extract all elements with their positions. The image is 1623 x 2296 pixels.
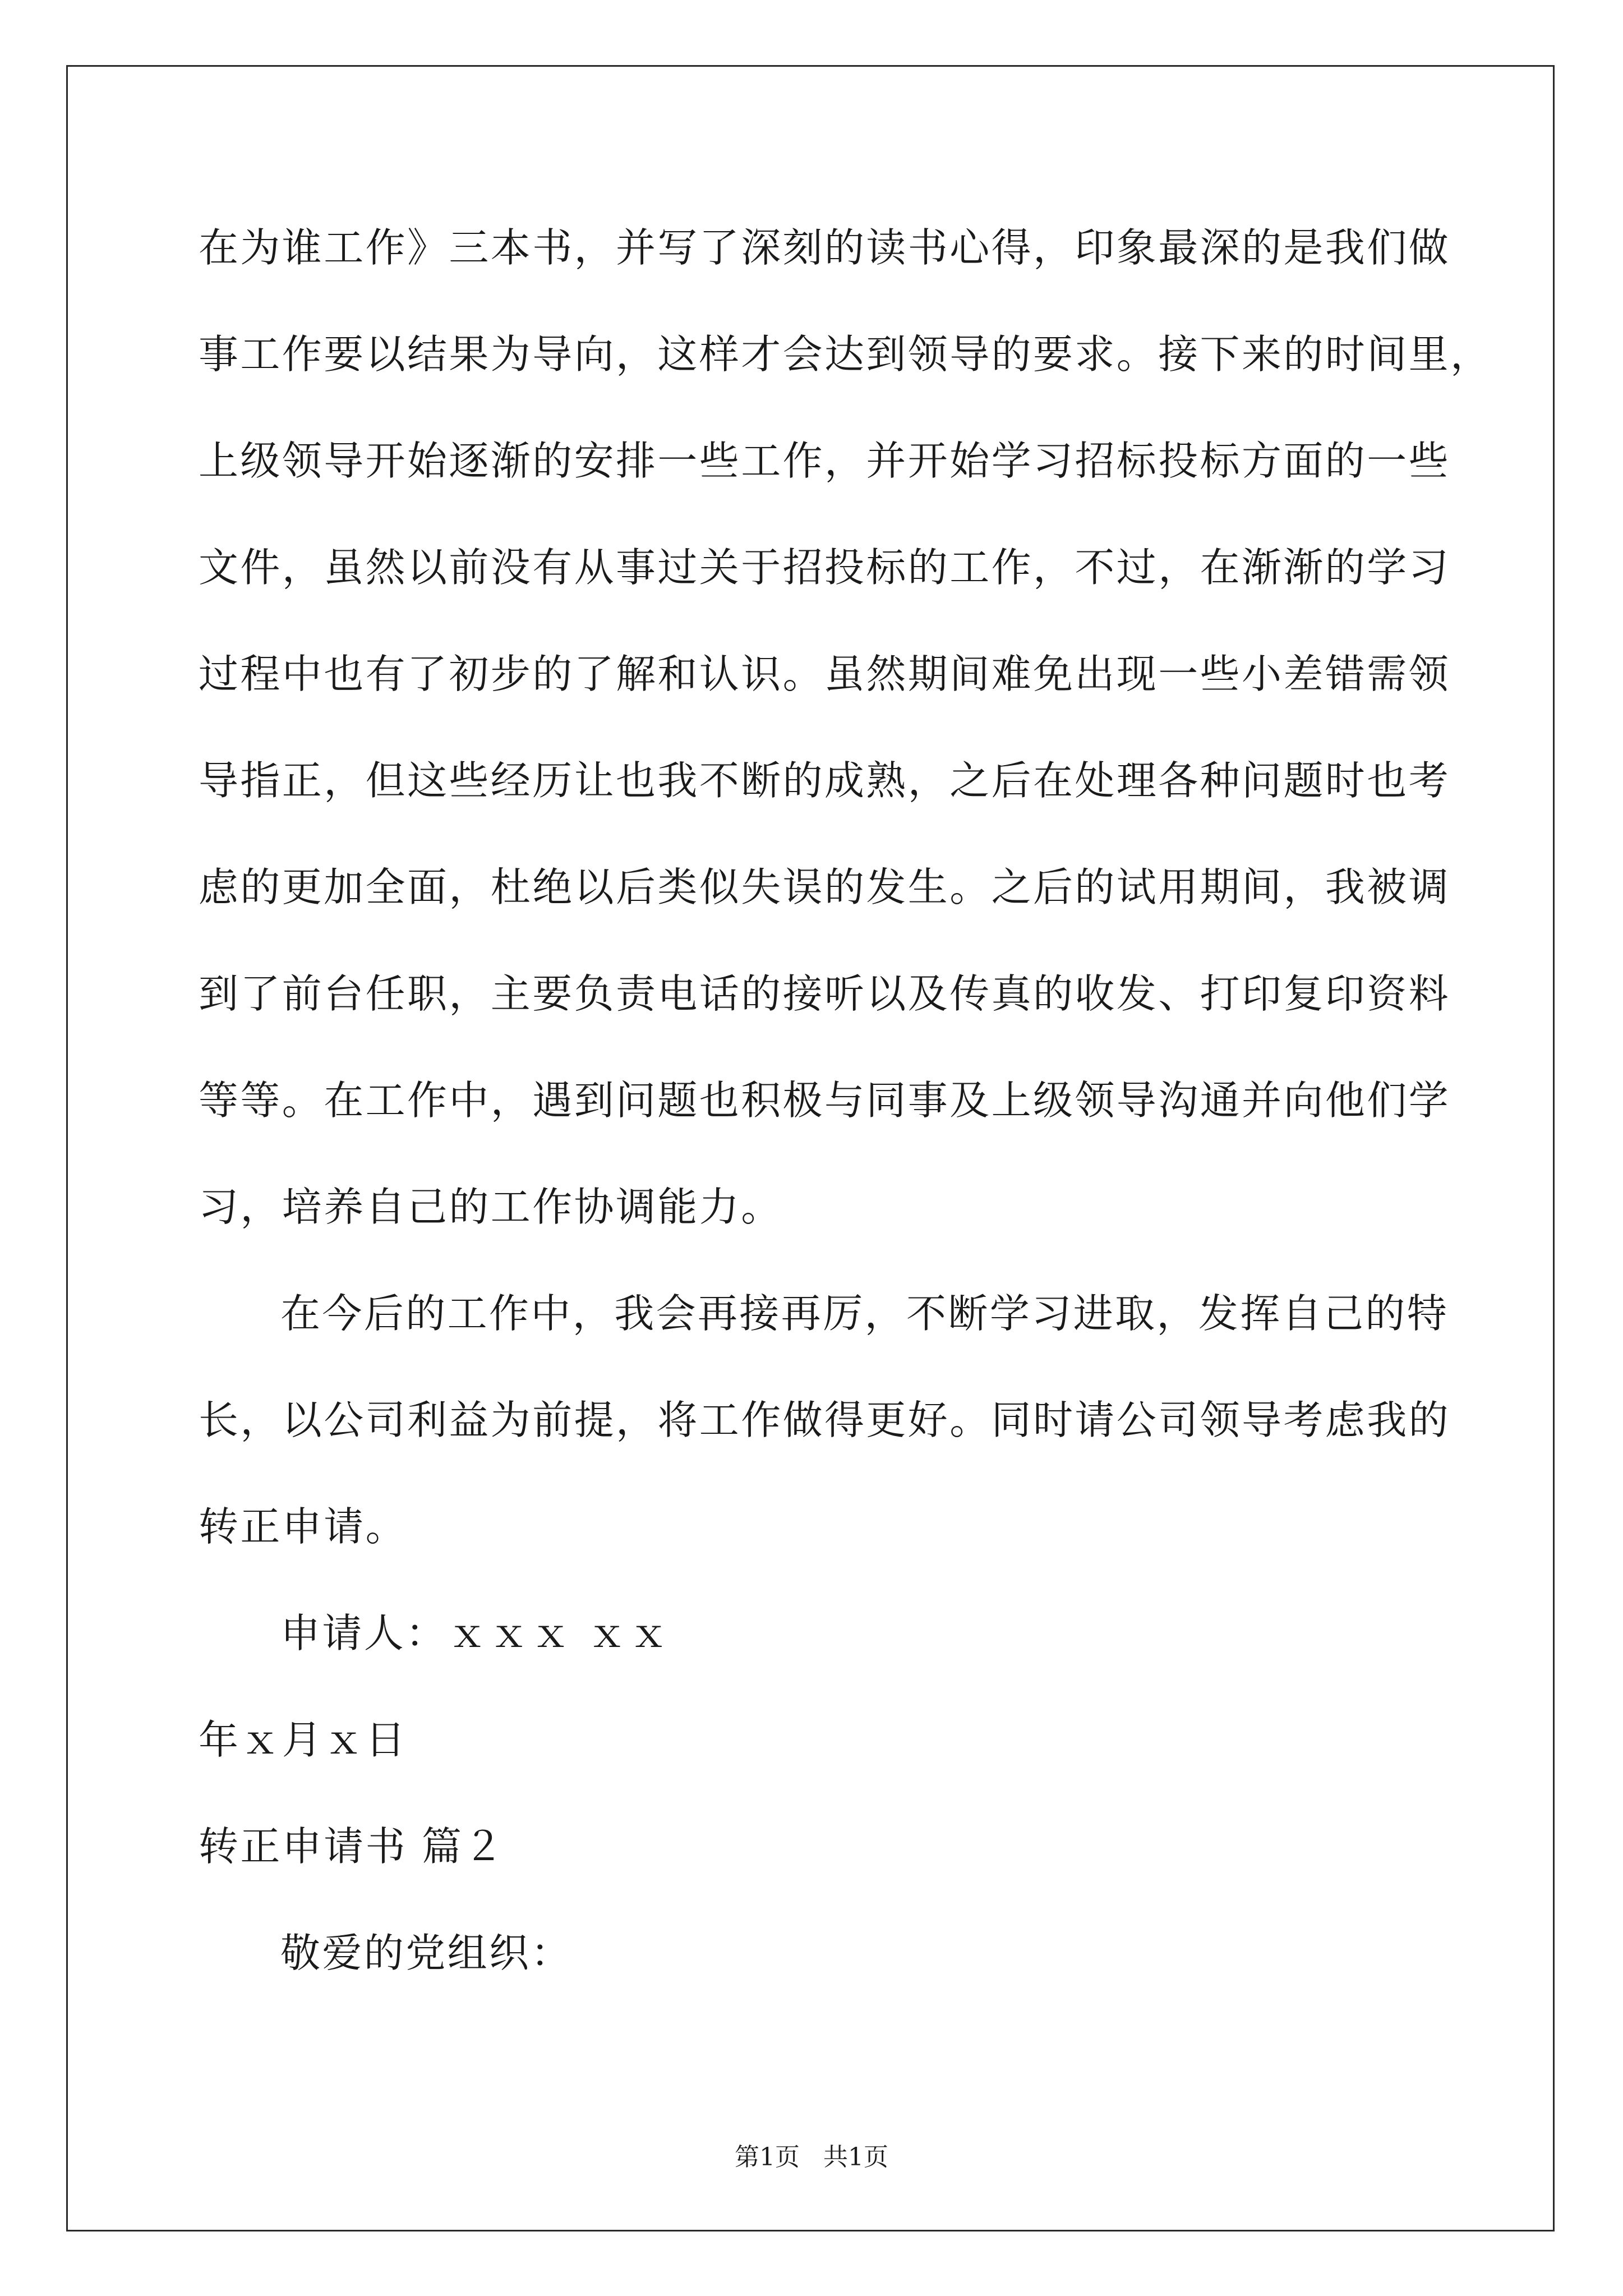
applicant-line: 申请人：ｘｘｘ ｘｘ — [280, 1610, 671, 1657]
page-footer: 第1页 共1页 — [735, 2143, 888, 2171]
body-line: 上级领导开始逐渐的安排一些工作，并开始学习招标投标方面的一些 — [199, 438, 1451, 484]
body-line: 长，以公司利益为前提，将工作做得更好。同时请公司领导考虑我的 — [199, 1397, 1451, 1443]
paragraph-first-line: 在今后的工作中，我会再接再厉，不断学习进取，发挥自己的特 — [280, 1290, 1449, 1337]
salutation: 敬爱的党组织： — [280, 1930, 573, 1976]
body-line: 文件，虽然以前没有从事过关于招投标的工作，不过，在渐渐的学习 — [199, 544, 1451, 591]
body-line: 导指正，但这些经历让也我不断的成熟，之后在处理各种问题时也考 — [199, 757, 1451, 804]
date-line: 年ｘ月ｘ日 — [199, 1717, 408, 1763]
body-line: 习，培养自己的工作协调能力。 — [199, 1184, 783, 1230]
body-line: 转正申请。 — [199, 1503, 408, 1550]
body-line: 等等。在工作中，遇到问题也积极与同事及上级领导沟通并向他们学 — [199, 1077, 1451, 1124]
body-line: 到了前台任职，主要负责电话的接听以及传真的收发、打印复印资料 — [199, 970, 1451, 1017]
document-body — [199, 216, 1492, 2028]
body-line: 过程中也有了初步的了解和认识。虽然期间难免出现一些小差错需领 — [199, 651, 1451, 697]
section-heading: 转正申请书 篇２ — [199, 1823, 505, 1870]
body-line: 在为谁工作》三本书，并写了深刻的读书心得，印象最深的是我们做 — [199, 224, 1451, 271]
body-line: 事工作要以结果为导向，这样才会达到领导的要求。接下来的时间里， — [199, 331, 1492, 378]
body-line: 虑的更加全面，杜绝以后类似失误的发生。之后的试用期间，我被调 — [199, 864, 1451, 910]
